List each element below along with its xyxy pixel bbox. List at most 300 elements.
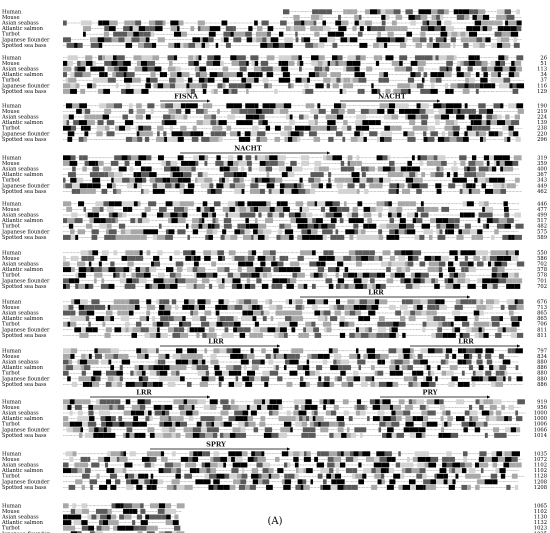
residue-block — [358, 316, 363, 321]
residue-block — [116, 72, 124, 77]
residue-block — [79, 155, 83, 160]
residue-block — [398, 354, 404, 359]
residue-block — [423, 322, 427, 327]
residue-block — [376, 183, 383, 188]
residue-block — [442, 103, 446, 108]
residue-block — [140, 267, 145, 272]
residue-block — [324, 354, 330, 359]
residue-block — [101, 284, 104, 289]
residue-block — [330, 61, 335, 66]
residue-block — [247, 201, 251, 206]
residue-block — [200, 37, 202, 42]
residue-block — [227, 348, 233, 353]
residue-block — [197, 284, 205, 289]
residue-block — [406, 9, 413, 14]
residue-block — [155, 26, 162, 31]
residue-block — [363, 224, 368, 229]
residue-block — [130, 21, 135, 26]
residue-block — [472, 235, 476, 240]
residue-block — [118, 61, 123, 66]
residue-block — [328, 224, 336, 229]
residue-block — [395, 365, 399, 370]
residue-block — [341, 161, 344, 166]
sequence-row — [1, 229, 547, 235]
residue-block — [435, 267, 438, 272]
residue-block — [270, 371, 278, 376]
residue-block — [421, 15, 427, 20]
residue-position: 811 — [537, 327, 547, 334]
residue-block — [353, 178, 360, 183]
residue-block — [173, 172, 181, 177]
residue-block — [355, 311, 361, 316]
residue-block — [369, 327, 372, 332]
residue-block — [336, 273, 339, 278]
residue-block — [280, 256, 286, 261]
residue-block — [518, 299, 524, 304]
residue-block — [246, 61, 249, 66]
residue-block — [479, 213, 486, 218]
residue-block — [261, 311, 264, 316]
residue-block — [410, 354, 413, 359]
residue-block — [199, 155, 205, 160]
residue-block — [136, 126, 139, 131]
residue-block — [396, 371, 403, 376]
residue-block — [224, 161, 228, 166]
residue-block — [454, 172, 458, 177]
residue-block — [84, 305, 88, 310]
residue-block — [350, 37, 357, 42]
residue-block — [162, 161, 166, 166]
residue-block — [483, 333, 488, 338]
residue-block — [265, 218, 273, 223]
residue-block — [96, 316, 104, 321]
residue-block — [348, 284, 355, 289]
residue-block — [203, 172, 208, 177]
residue-block — [344, 322, 348, 327]
residue-block — [385, 26, 393, 31]
residue-block — [483, 137, 486, 142]
residue-block — [298, 333, 303, 338]
residue-block — [142, 67, 147, 72]
residue-block — [485, 37, 490, 42]
residue-block — [145, 333, 150, 338]
residue-block — [184, 405, 191, 410]
residue-block — [436, 167, 439, 172]
residue-block — [213, 348, 219, 353]
residue-block — [123, 354, 128, 359]
residue-block — [389, 305, 396, 310]
residue-block — [173, 354, 181, 359]
residue-block — [195, 43, 201, 48]
residue-block — [497, 178, 505, 183]
residue-block — [453, 109, 457, 114]
residue-block — [237, 32, 245, 37]
residue-block — [188, 55, 193, 60]
residue-block — [113, 305, 121, 310]
residue-block — [281, 67, 288, 72]
residue-block — [125, 299, 129, 304]
residue-block — [208, 224, 211, 229]
residue-block — [277, 399, 282, 404]
residue-block — [180, 183, 185, 188]
residue-block — [492, 322, 500, 327]
residue-block — [311, 103, 314, 108]
residue-block — [253, 316, 257, 321]
species-name: Japanese flounder — [2, 37, 50, 44]
residue-block — [319, 256, 327, 261]
residue-block — [328, 32, 336, 37]
residue-block — [234, 256, 241, 261]
residue-block — [252, 305, 257, 310]
residue-block — [407, 229, 415, 234]
residue-block — [204, 115, 211, 120]
residue-block — [290, 37, 293, 42]
residue-block — [72, 183, 80, 188]
residue-block — [260, 262, 265, 267]
residue-block — [202, 83, 207, 88]
residue-block — [479, 311, 483, 316]
residue-block — [210, 207, 215, 212]
residue-block — [281, 235, 283, 240]
residue-block — [165, 235, 173, 240]
residue-block — [123, 207, 127, 212]
residue-block — [257, 26, 262, 31]
residue-block — [399, 55, 407, 60]
residue-block — [144, 189, 149, 194]
residue-block — [306, 382, 310, 387]
residue-block — [194, 262, 199, 267]
residue-block — [406, 267, 411, 272]
residue-block — [447, 32, 451, 37]
residue-block — [342, 189, 348, 194]
residue-block — [424, 229, 430, 234]
residue-block — [413, 256, 419, 261]
residue-block — [372, 376, 374, 381]
residue-block — [397, 262, 405, 267]
residue-block — [114, 327, 121, 332]
residue-block — [237, 371, 241, 376]
residue-block — [477, 278, 482, 283]
residue-block — [464, 267, 468, 272]
residue-block — [421, 273, 429, 278]
residue-block — [424, 55, 432, 60]
residue-block — [148, 365, 153, 370]
residue-block — [476, 72, 480, 77]
residue-block — [158, 155, 164, 160]
residue-block — [297, 61, 300, 66]
residue-block — [453, 103, 461, 108]
residue-block — [438, 137, 444, 142]
residue-block — [376, 207, 383, 212]
residue-block — [78, 284, 85, 289]
residue-position: 886 — [537, 365, 547, 372]
residue-block — [291, 348, 298, 353]
residue-block — [109, 229, 117, 234]
residue-block — [429, 262, 432, 267]
residue-position: 482 — [537, 223, 547, 230]
residue-block — [200, 382, 208, 387]
residue-block — [192, 218, 199, 223]
residue-block — [428, 348, 435, 353]
residue-block — [92, 61, 95, 66]
residue-block — [317, 172, 323, 177]
residue-block — [458, 250, 461, 255]
residue-block — [327, 83, 330, 88]
residue-block — [513, 37, 517, 42]
residue-block — [104, 235, 111, 240]
residue-position: 296 — [537, 136, 547, 143]
residue-block — [421, 26, 428, 31]
residue-block — [348, 55, 356, 60]
residue-block — [502, 262, 507, 267]
residue-block — [416, 399, 424, 404]
residue-block — [94, 273, 102, 278]
residue-block — [454, 224, 459, 229]
residue-block — [177, 43, 180, 48]
residue-block — [495, 21, 503, 26]
residue-block — [183, 322, 188, 327]
residue-block — [138, 155, 146, 160]
residue-block — [468, 37, 476, 42]
residue-block — [467, 167, 470, 172]
residue-block — [126, 278, 132, 283]
residue-block — [63, 405, 67, 410]
residue-block — [484, 201, 489, 206]
residue-block — [286, 267, 294, 272]
residue-block — [226, 43, 231, 48]
residue-block — [154, 405, 161, 410]
residue-block — [491, 78, 498, 83]
residue-block — [384, 72, 388, 77]
residue-block — [341, 284, 345, 289]
residue-block — [303, 365, 309, 370]
residue-block — [77, 61, 80, 66]
residue-block — [412, 167, 420, 172]
residue-block — [403, 360, 410, 365]
residue-block — [417, 371, 423, 376]
residue-block — [307, 229, 311, 234]
residue-block — [236, 37, 241, 42]
residue-block — [410, 83, 417, 88]
residue-block — [143, 126, 151, 131]
residue-block — [122, 155, 128, 160]
residue-block — [284, 37, 290, 42]
residue-block — [108, 305, 111, 310]
residue-block — [266, 167, 272, 172]
residue-block — [234, 213, 240, 218]
residue-block — [305, 399, 311, 404]
residue-block — [421, 155, 427, 160]
residue-block — [249, 333, 257, 338]
residue-block — [488, 21, 494, 26]
domain-label: LRR — [368, 288, 384, 297]
residue-block — [245, 382, 252, 387]
residue-block — [427, 161, 434, 166]
residue-block — [102, 250, 109, 255]
residue-block — [379, 382, 387, 387]
residue-block — [429, 235, 433, 240]
residue-block — [112, 213, 118, 218]
residue-block — [389, 207, 397, 212]
residue-block — [308, 178, 314, 183]
residue-block — [88, 405, 93, 410]
residue-block — [451, 167, 458, 172]
residue-block — [464, 15, 469, 20]
residue-block — [319, 9, 326, 14]
residue-block — [189, 299, 195, 304]
residue-block — [379, 299, 387, 304]
residue-block — [205, 155, 208, 160]
residue-block — [123, 267, 129, 272]
residue-block — [330, 126, 337, 131]
residue-block — [88, 250, 92, 255]
residue-block — [121, 89, 126, 94]
residue-block — [245, 103, 248, 108]
residue-block — [254, 21, 258, 26]
residue-block — [92, 327, 97, 332]
residue-block — [356, 161, 362, 166]
residue-block — [464, 167, 467, 172]
residue-position: 834 — [537, 353, 547, 360]
residue-block — [485, 178, 489, 183]
residue-block — [513, 161, 519, 166]
residue-block — [413, 382, 418, 387]
residue-block — [253, 311, 261, 316]
residue-block — [94, 218, 101, 223]
residue-block — [487, 218, 493, 223]
residue-block — [90, 67, 97, 72]
residue-block — [473, 256, 480, 261]
residue-block — [302, 78, 308, 83]
residue-block — [154, 67, 161, 72]
residue-block — [134, 172, 137, 177]
residue-block — [424, 256, 431, 261]
residue-block — [237, 55, 242, 60]
residue-block — [340, 322, 345, 327]
residue-block — [245, 218, 248, 223]
residue-block — [507, 78, 510, 83]
residue-block — [319, 109, 326, 114]
residue-block — [369, 167, 372, 172]
residue-block — [240, 178, 244, 183]
residue-block — [285, 43, 293, 48]
residue-block — [336, 131, 343, 136]
residue-block — [188, 61, 193, 66]
residue-block — [240, 229, 244, 234]
residue-block — [278, 229, 282, 234]
residue-block — [110, 316, 114, 321]
residue-block — [319, 167, 323, 172]
residue-block — [395, 311, 401, 316]
residue-block — [469, 267, 476, 272]
residue-block — [307, 354, 311, 359]
residue-block — [476, 89, 479, 94]
residue-block — [458, 382, 464, 387]
residue-block — [146, 316, 149, 321]
residue-block — [73, 55, 77, 60]
residue-block — [458, 229, 462, 234]
residue-block — [157, 322, 163, 327]
residue-block — [278, 262, 284, 267]
residue-block — [501, 183, 504, 188]
residue-block — [212, 126, 217, 131]
residue-block — [359, 15, 361, 20]
residue-block — [125, 126, 130, 131]
residue-block — [515, 235, 522, 240]
residue-block — [311, 126, 319, 131]
residue-block — [129, 311, 134, 316]
residue-block — [314, 67, 319, 72]
residue-block — [104, 37, 111, 42]
residue-block — [265, 299, 269, 304]
residue-block — [81, 21, 85, 26]
residue-block — [379, 235, 383, 240]
residue-block — [158, 311, 163, 316]
residue-block — [154, 262, 160, 267]
residue-block — [126, 137, 132, 142]
species-name: Turbot — [2, 370, 20, 377]
residue-block — [216, 43, 218, 48]
residue-block — [245, 316, 253, 321]
residue-block — [104, 333, 110, 338]
residue-block — [314, 178, 320, 183]
residue-block — [337, 376, 342, 381]
residue-block — [406, 32, 412, 37]
residue-block — [453, 284, 460, 289]
residue-block — [483, 224, 486, 229]
sequence-row — [1, 311, 547, 317]
residue-block — [273, 43, 279, 48]
residue-block — [435, 115, 441, 120]
residue-block — [222, 178, 225, 183]
residue-block — [204, 256, 211, 261]
residue-block — [478, 218, 481, 223]
residue-block — [427, 365, 431, 370]
residue-block — [434, 284, 440, 289]
residue-block — [169, 61, 172, 66]
residue-block — [455, 256, 458, 261]
residue-block — [481, 126, 485, 131]
residue-block — [250, 405, 257, 410]
residue-position: 880 — [537, 370, 547, 377]
residue-position: 706 — [537, 321, 547, 328]
residue-block — [137, 354, 145, 359]
residue-block — [196, 109, 204, 114]
residue-block — [351, 256, 356, 261]
residue-block — [224, 218, 231, 223]
residue-block — [415, 311, 421, 316]
residue-block — [184, 299, 189, 304]
residue-block — [202, 213, 208, 218]
residue-block — [160, 360, 165, 365]
residue-block — [129, 109, 133, 114]
residue-block — [306, 327, 313, 332]
residue-block — [371, 83, 373, 88]
residue-block — [246, 155, 248, 160]
residue-block — [153, 278, 158, 283]
residue-block — [476, 250, 481, 255]
residue-block — [368, 354, 372, 359]
residue-block — [105, 55, 113, 60]
residue-block — [294, 183, 298, 188]
residue-block — [233, 327, 237, 332]
residue-block — [434, 155, 438, 160]
residue-block — [248, 72, 256, 77]
residue-block — [130, 178, 135, 183]
residue-block — [131, 284, 135, 289]
residue-block — [242, 256, 245, 261]
residue-block — [237, 284, 243, 289]
